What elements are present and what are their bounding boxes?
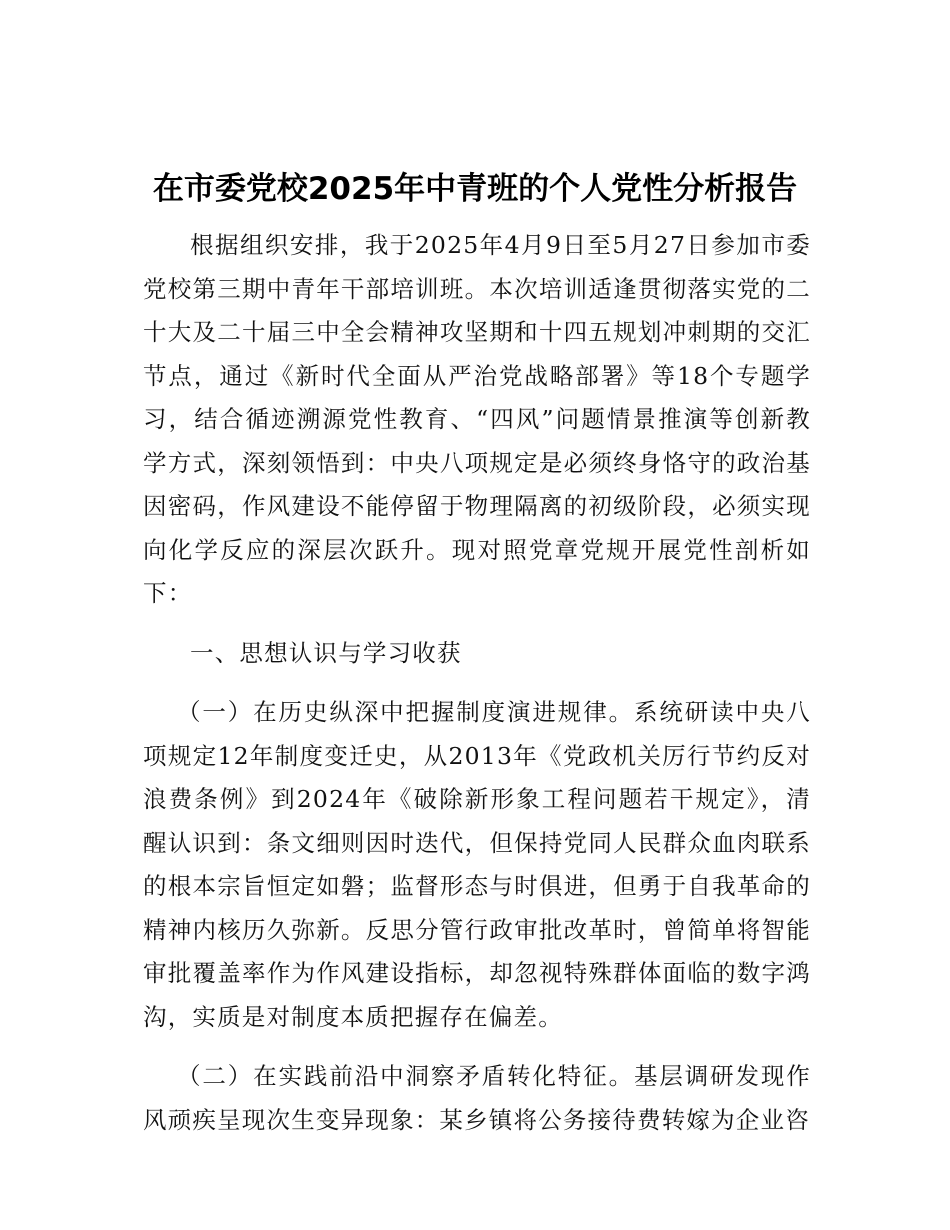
subsection-paragraph-2: （二）在实践前沿中洞察矛盾转化特征。基层调研发现作风顽疾呈现次生变异现象：某乡镇将公务接待费转嫁为企业咨: [143, 1062, 811, 1134]
subsection-paragraph-1: （一）在历史纵深中把握制度演进规律。系统研读中央八项规定12年制度变迁史，从2013年《党政机关厉行节约反对浪费条例》到2024年《破除新形象工程问题若干规定》，清醒认识到：条文细则因时迭代，但保持党同人民群众血肉联系的根本宗旨恒定如磐；监督形态与时俱进，但勇于自我革命的精神内核历久弥新。反思分管行政审批改革时，曾简单将智能审批覆盖率作为作风建设指标，却忽视特殊群体面临的数字鸿沟，实质是对制度本质把握存在偏差。: [143, 698, 811, 1031]
document-title: 在市委党校2025年中青班的个人党性分析报告: [152, 171, 798, 207]
intro-paragraph: 根据组织安排，我于2025年4月9日至5月27日参加市委党校第三期中青年干部培训班。本次培训适逢贯彻落实党的二十大及二十届三中全会精神攻坚期和十四五规划冲刺期的交汇节点，通过《新时代全面从严治党战略部署》等18个专题学习，结合循迹溯源党性教育、“四风”问题情景推演等创新教学方式，深刻领悟到：中央八项规定是必须终身恪守的政治基因密码，作风建设不能停留于物理隔离的初级阶段，必须实现向化学反应的深层次跃升。现对照党章党规开展党性剖析如下：: [143, 231, 811, 607]
section-heading-1: 一、思想认识与学习收获: [190, 638, 462, 667]
document-body: [143, 224, 811, 1158]
